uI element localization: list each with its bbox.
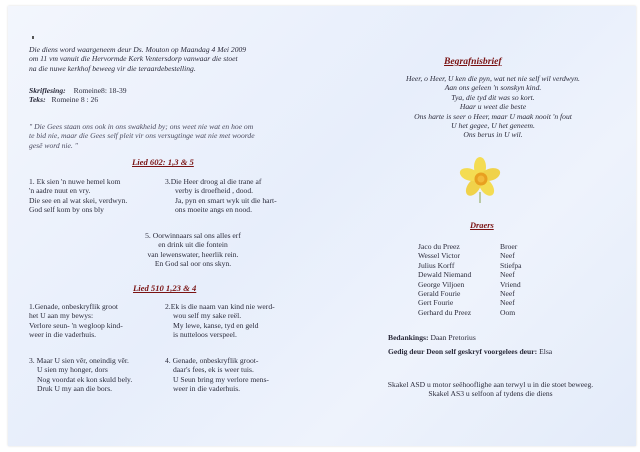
table-row: George Viljoen Vriend	[418, 279, 521, 289]
skakel-notices: Skakel ASD u motor seëhooflighe aan terwyl u in die stoet beweeg. Skakel AS3 u selfoon af tydens die diens	[387, 380, 594, 399]
table-row: Gert Fourie Neef	[418, 298, 515, 308]
lied-602-title: Lied 602: 1,3 & 5	[132, 157, 194, 167]
lied-510-title: Lied 510 1,23 & 4	[133, 283, 197, 293]
lied-510-verse-1: 1.Genade, onbeskryflik groot het U aan my bewys: Verlore seun- 'n wegloop kind- weer in die vaderhuis.	[29, 302, 123, 340]
gedig-reader: Gedig deur Deon self geskryf voorgelees deur: Elsa	[388, 347, 553, 356]
lied-510-verse-3: 3. Maar U sien vêr, oneindig vêr. U sien my honger, dors Nog voordat ek kon skuld bely. Druk U my aan die bors.	[29, 356, 133, 394]
lied-510-verse-2: 2.Ek is die naam van kind nie werd- wou self my sake reël. My lewe, kanse, tyd en geld is nutteloos verspeel.	[165, 302, 275, 340]
program-sheet	[8, 6, 636, 446]
daffodil-icon	[458, 156, 502, 204]
scripture-readings	[29, 86, 127, 105]
draers-table	[418, 242, 522, 317]
teks-label: Teks:	[29, 95, 46, 105]
lied-602-verse-5: 5. Oorwinnaars sal ons alles erf en drink uit die fontein van lewenswater, heerlik rein. En God sal oor ons skyn.	[145, 231, 241, 269]
lied-510-verse-4: 4. Genade, onbeskryflik groot- daar's fees, ek is weer tuis. U Seun bring my verlore mens- weer in die vaderhuis.	[165, 356, 269, 394]
table-row: Dewald Niemand Neef	[418, 270, 515, 280]
begrafnisbrief-title: Begrafnisbrief	[444, 56, 502, 67]
table-row: Jaco du Preez Broer	[418, 242, 518, 251]
table-row: Wessel Victor Neef	[418, 251, 515, 261]
lied-602-verse-3: 3.Die Heer droog al die trane af verby is droefheid , dood. Ja, pyn en smart wyk uit die hart- ons moeite angs en nood.	[165, 177, 277, 215]
intro-text: Die diens word waargeneem deur Ds. Mouton op Maandag 4 Mei 2009 om 11 vm vanuit die Hervormde Kerk Ventersdorp vanwaar die stoet na die nuwe kerkhof beweeg vir die teraardebestelling.	[29, 45, 247, 73]
table-row: Gerald Fourie Neef	[418, 289, 515, 299]
scripture-quote: " Die Gees staan ons ook in ons swakheid by; ons weet nie wat en hoe om te bid nie, maar die Gees self pleit vir ons versugtinge wat nie met woorde gesê word nie. "	[29, 122, 255, 150]
table-row: Julius Korff Stiefpa	[418, 260, 522, 270]
draers-title: Draers	[470, 221, 494, 230]
skriflesing-label: Skriflesing:	[29, 86, 66, 95]
lied-602-verse-1: 1. Ek sien 'n nuwe hemel kom 'n aadre nuut en vry. Die see en al wat skei, verdwyn. God self kom by ons bly	[29, 177, 128, 215]
skriflesing-value: Romeine8: 18-39	[73, 86, 127, 95]
bedankings: Bedankings: Daan Pretorius	[388, 333, 476, 342]
table-row: Gerhard du Preez Oom	[418, 307, 516, 317]
punch-mark	[32, 36, 34, 39]
begrafnisbrief-poem: Heer, o Heer, U ken die pyn, wat net nie self wil verdwyn. Aan ons geleen 'n sonskyn kind. Tya, die tyd dit was so kort. Haar u weet die beste Ons harte is seer o Heer, maar U maak nooit 'n fout U het gegee, U het geneem. Ons berus in U wil.	[406, 74, 580, 140]
teks-value: Romeine 8 : 26	[51, 95, 99, 105]
